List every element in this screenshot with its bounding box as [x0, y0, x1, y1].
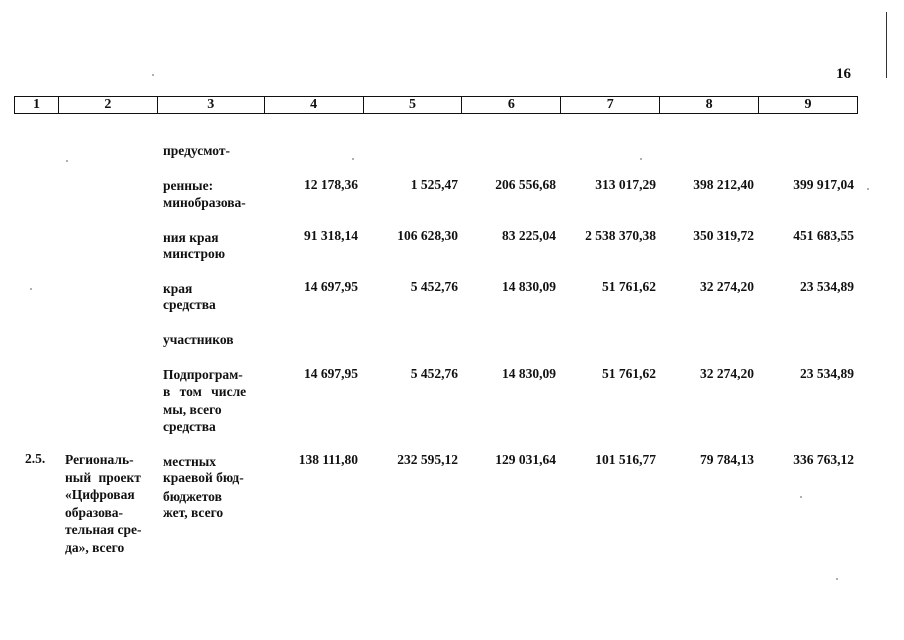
- scan-speck: [640, 158, 642, 160]
- row-label-line: средства: [163, 418, 216, 434]
- value-col-4: 14 697,95: [304, 366, 358, 381]
- value-col-8: 398 212,40: [693, 177, 754, 192]
- project-name-line: тельная сре-: [65, 522, 142, 537]
- scan-speck: [30, 288, 32, 290]
- value-col-9: 336 763,12: [793, 452, 854, 467]
- value-col-5: 106 628,30: [397, 228, 458, 243]
- project-name-line: образова-: [65, 504, 124, 520]
- row-label-line: бюджетов: [163, 488, 222, 504]
- project-name-line: ный проект: [65, 469, 141, 485]
- value-col-6: 129 031,64: [495, 452, 556, 467]
- header-col-7: 7: [561, 97, 660, 113]
- value-col-4: 138 111,80: [298, 452, 358, 467]
- value-col-9: 23 534,89: [800, 366, 854, 381]
- value-col-6: 206 556,68: [495, 177, 556, 192]
- row-label-line: края: [163, 280, 193, 296]
- value-col-5: 5 452,76: [410, 366, 458, 381]
- scan-speck: [352, 158, 354, 160]
- row-number: 2.5.: [25, 451, 46, 466]
- scan-speck: [152, 74, 154, 76]
- row-label-line: минобразова-: [163, 194, 246, 210]
- value-col-5: 1 525,47: [410, 177, 458, 192]
- header-col-9: 9: [804, 97, 812, 112]
- table-header-row: [14, 96, 858, 114]
- header-col-5: 5: [364, 97, 463, 113]
- value-col-7: 2 538 370,38: [585, 228, 656, 243]
- value-col-9: 23 534,89: [800, 279, 854, 294]
- value-col-8: 32 274,20: [700, 366, 754, 381]
- row-label-line: предусмот-: [163, 142, 230, 158]
- value-col-6: 83 225,04: [502, 228, 556, 243]
- value-col-8: 32 274,20: [700, 279, 754, 294]
- row-label-line: в том числе: [163, 383, 247, 399]
- header-col-2: 2: [59, 97, 158, 113]
- value-col-8: 350 319,72: [693, 228, 754, 243]
- value-col-5: 232 595,12: [397, 452, 458, 467]
- value-col-5: 5 452,76: [410, 279, 458, 294]
- scan-speck: [867, 188, 869, 190]
- value-col-8: 79 784,13: [700, 452, 754, 467]
- header-col-4: 4: [265, 97, 364, 113]
- header-col-8: 8: [660, 97, 759, 113]
- header-col-1: 1: [15, 97, 59, 113]
- row-label-line: участников: [163, 331, 234, 347]
- row-label-line: ренные:: [163, 177, 214, 193]
- value-col-4: 14 697,95: [304, 279, 358, 294]
- row-label-regional-budget: [163, 451, 261, 539]
- project-name: [65, 451, 155, 556]
- scan-speck: [800, 496, 802, 498]
- value-col-9: 399 917,04: [793, 177, 854, 192]
- row-label-line: средства: [163, 296, 216, 312]
- value-col-4: 91 318,14: [304, 228, 358, 243]
- row-label-line: местных: [163, 453, 217, 469]
- row-label-line: Подпрограм-: [163, 366, 243, 382]
- page-number: 16: [836, 66, 851, 82]
- value-col-6: 14 830,09: [502, 366, 556, 381]
- project-name-line: да», всего: [65, 539, 125, 555]
- scan-speck: [66, 160, 68, 162]
- row-label-line: минстрою: [163, 245, 226, 261]
- value-col-7: 51 761,62: [602, 279, 656, 294]
- value-col-7: 313 017,29: [595, 177, 656, 192]
- row-label-line: краевой бюд-: [163, 469, 244, 485]
- header-col-3: 3: [158, 97, 265, 113]
- row-label-line: ния края: [163, 229, 219, 245]
- value-col-6: 14 830,09: [502, 279, 556, 294]
- scan-speck: [836, 578, 838, 580]
- project-name-line: Региональ-: [65, 452, 134, 467]
- header-col-6: 6: [462, 97, 561, 113]
- value-col-4: 12 178,36: [304, 177, 358, 192]
- row-label-line: жет, всего: [163, 504, 224, 520]
- value-col-9: 451 683,55: [793, 228, 854, 243]
- value-col-7: 51 761,62: [602, 366, 656, 381]
- value-col-7: 101 516,77: [595, 452, 656, 467]
- margin-line: [886, 12, 887, 78]
- row-label-line: мы, всего: [163, 401, 222, 417]
- project-name-line: «Цифровая: [65, 487, 135, 502]
